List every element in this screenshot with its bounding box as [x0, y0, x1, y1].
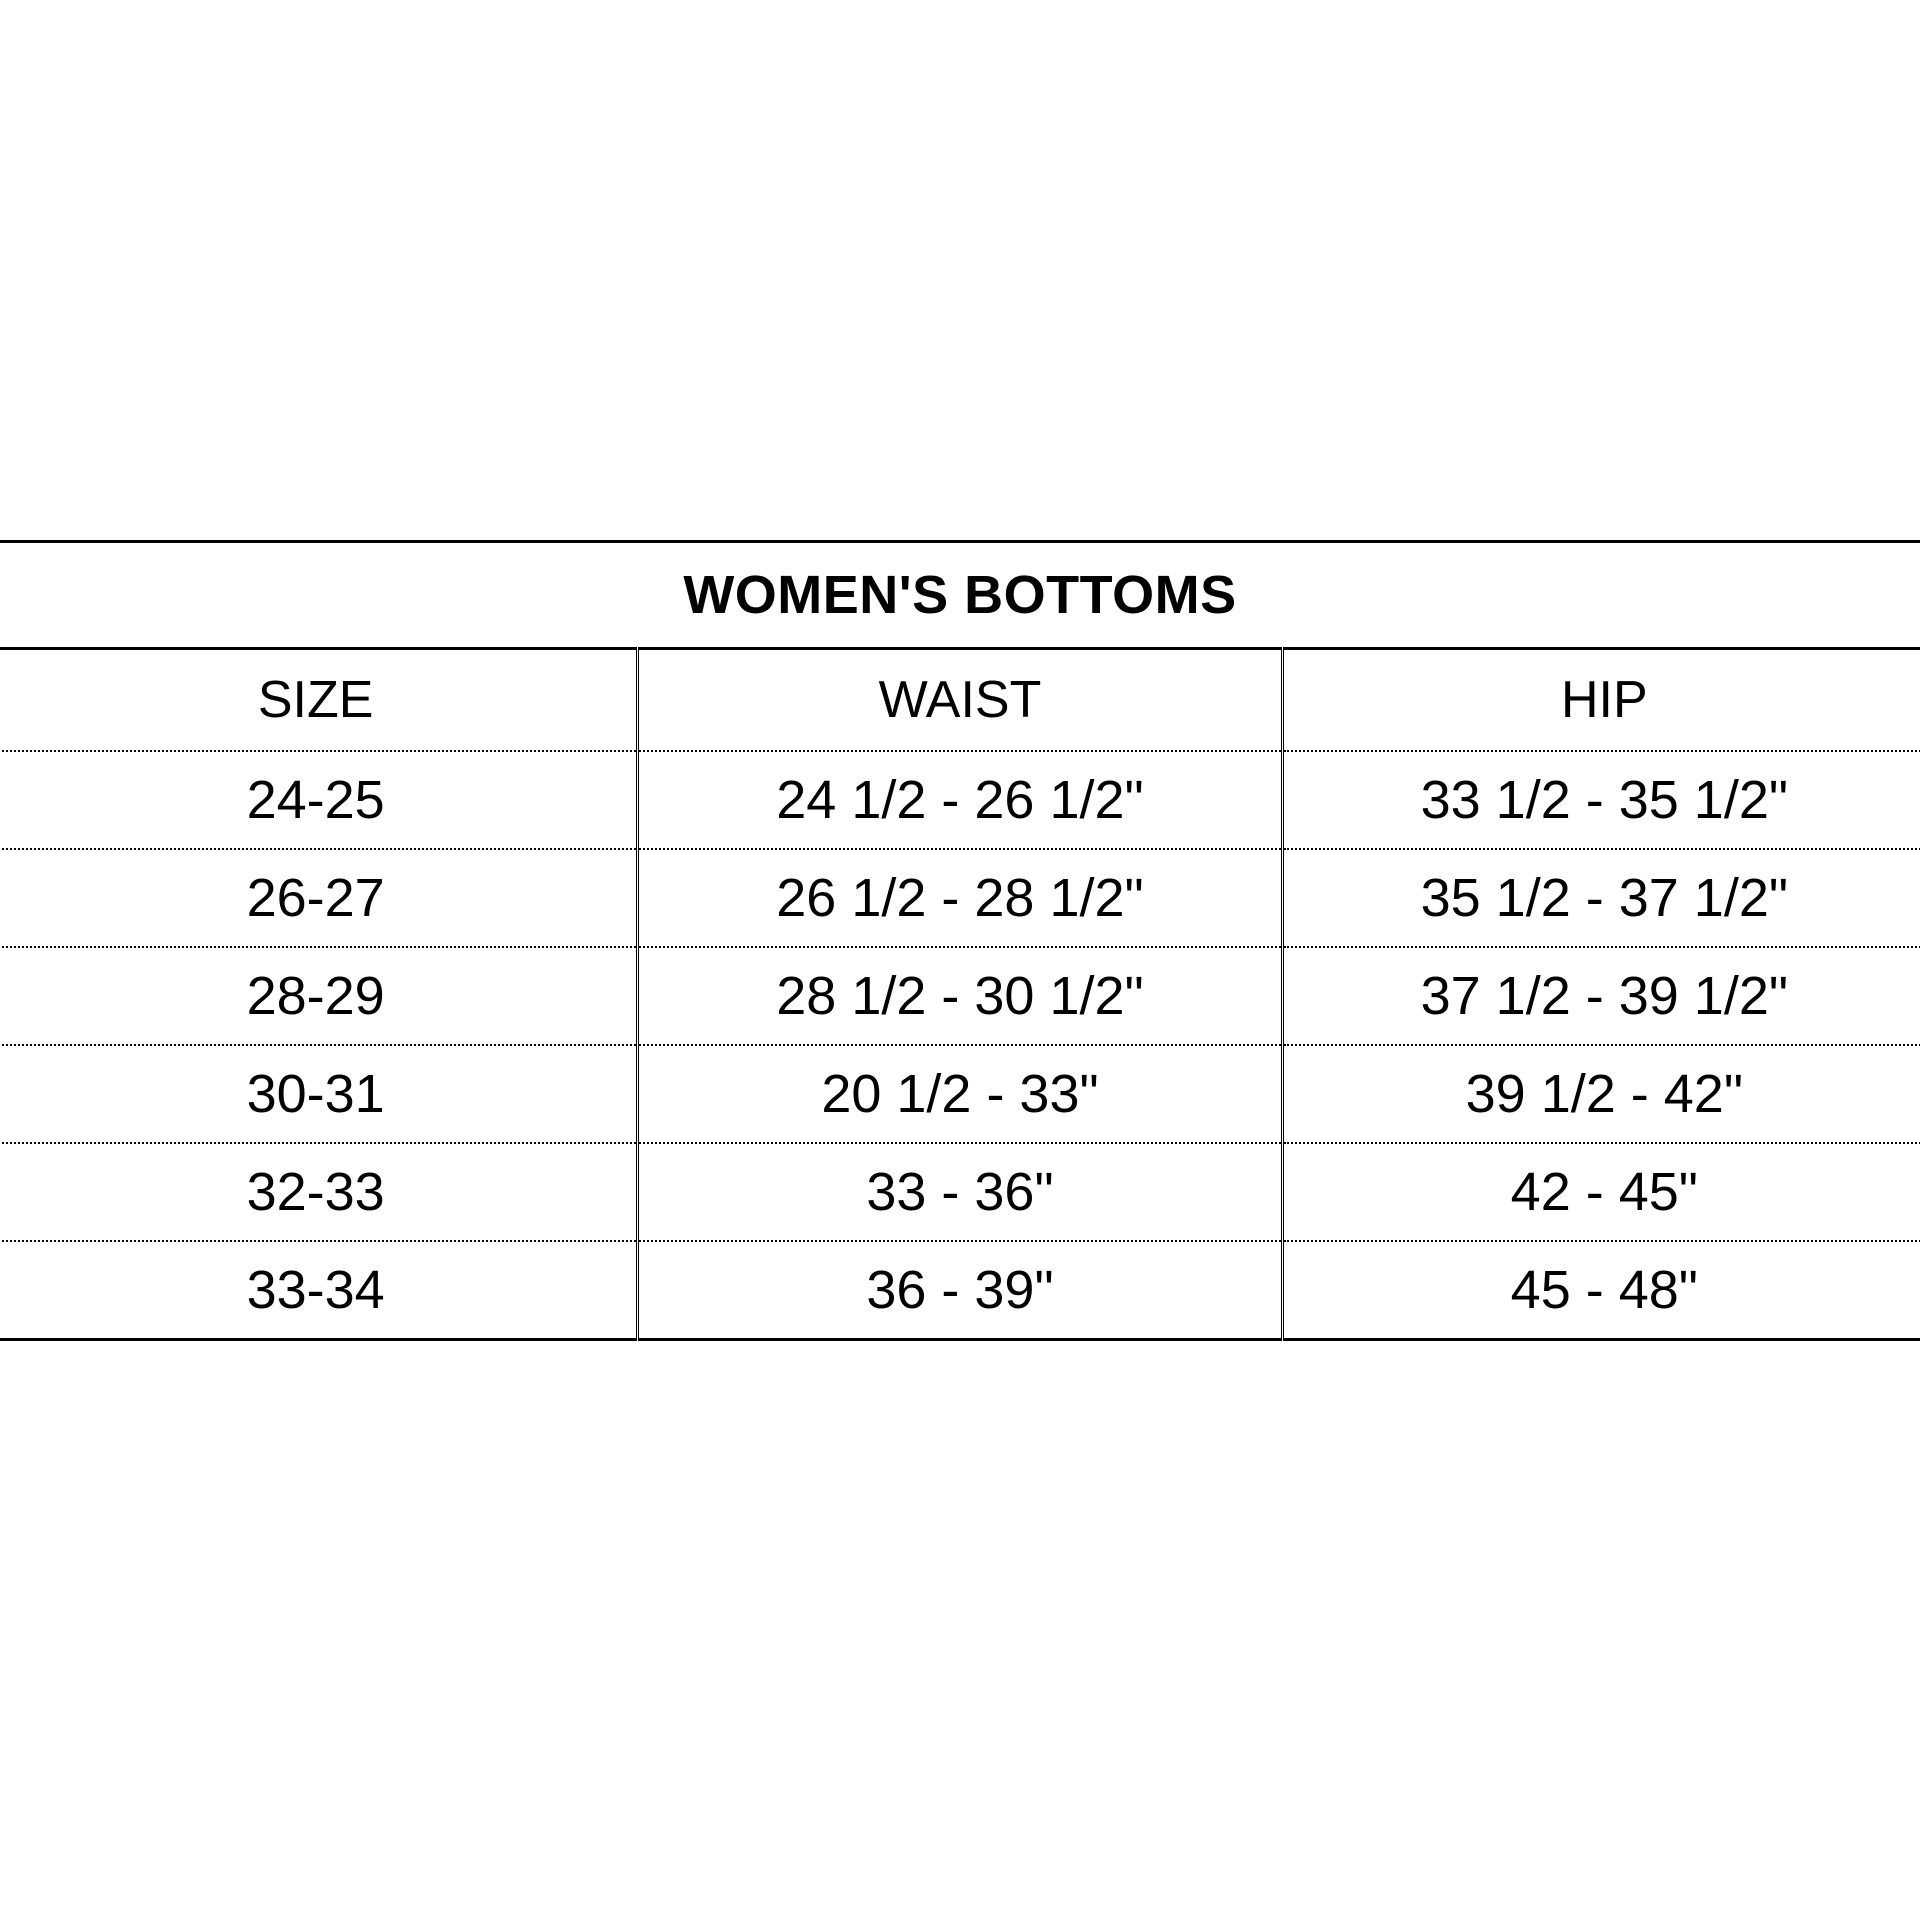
cell-waist: 24 1/2 - 26 1/2" — [638, 751, 1282, 849]
cell-waist: 26 1/2 - 28 1/2" — [638, 849, 1282, 947]
cell-waist: 20 1/2 - 33" — [638, 1045, 1282, 1143]
size-chart-table — [0, 540, 1920, 1341]
column-header-hip: HIP — [1282, 649, 1920, 752]
table-row — [0, 849, 1920, 947]
cell-size: 24-25 — [0, 751, 638, 849]
table-row — [0, 1143, 1920, 1241]
cell-size: 33-34 — [0, 1241, 638, 1340]
column-header-size: SIZE — [0, 649, 638, 752]
cell-size: 26-27 — [0, 849, 638, 947]
cell-hip: 42 - 45" — [1282, 1143, 1920, 1241]
table-title-row — [0, 542, 1920, 649]
cell-size: 28-29 — [0, 947, 638, 1045]
table-row — [0, 1045, 1920, 1143]
page-title: WOMEN'S BOTTOMS — [0, 542, 1920, 649]
column-header-waist: WAIST — [638, 649, 1282, 752]
cell-hip: 33 1/2 - 35 1/2" — [1282, 751, 1920, 849]
table-row — [0, 1241, 1920, 1340]
cell-hip: 45 - 48" — [1282, 1241, 1920, 1340]
cell-size: 30-31 — [0, 1045, 638, 1143]
cell-waist: 36 - 39" — [638, 1241, 1282, 1340]
cell-waist: 33 - 36" — [638, 1143, 1282, 1241]
size-chart-container — [0, 540, 1920, 1341]
table-header-row — [0, 649, 1920, 752]
table-row — [0, 751, 1920, 849]
cell-hip: 39 1/2 - 42" — [1282, 1045, 1920, 1143]
cell-size: 32-33 — [0, 1143, 638, 1241]
cell-hip: 35 1/2 - 37 1/2" — [1282, 849, 1920, 947]
cell-hip: 37 1/2 - 39 1/2" — [1282, 947, 1920, 1045]
cell-waist: 28 1/2 - 30 1/2" — [638, 947, 1282, 1045]
table-row — [0, 947, 1920, 1045]
